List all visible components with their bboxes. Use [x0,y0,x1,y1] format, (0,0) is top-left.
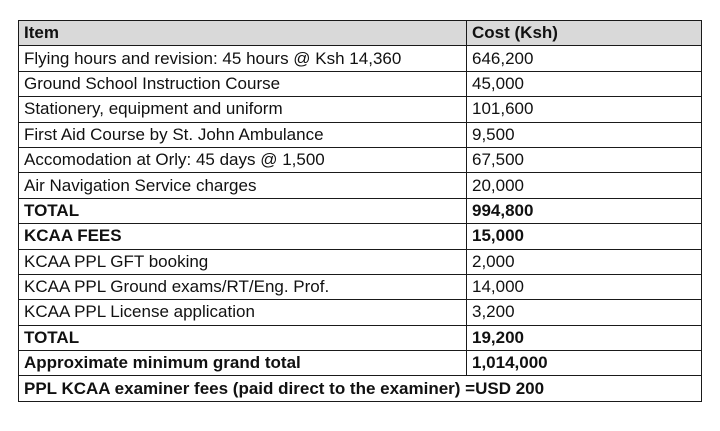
item-cell: KCAA PPL Ground exams/RT/Eng. Prof. [19,274,467,299]
item-cell: Approximate minimum grand total [19,351,467,376]
cost-cell: 15,000 [467,224,702,249]
cost-cell: 994,800 [467,198,702,223]
table-row [19,46,702,71]
item-cell: Ground School Instruction Course [19,71,467,96]
item-cell: Air Navigation Service charges [19,173,467,198]
cost-cell: 14,000 [467,274,702,299]
cost-cell: 1,014,000 [467,351,702,376]
table-header-row [19,21,702,46]
cost-cell: 2,000 [467,249,702,274]
item-cell: Accomodation at Orly: 45 days @ 1,500 [19,147,467,172]
item-cell: Flying hours and revision: 45 hours @ Ksh 14,360 [19,46,467,71]
item-cell: First Aid Course by St. John Ambulance [19,122,467,147]
cost-cell: 45,000 [467,71,702,96]
table-row [19,147,702,172]
item-cell: KCAA FEES [19,224,467,249]
item-cell: KCAA PPL GFT booking [19,249,467,274]
column-header-item: Item [19,21,467,46]
kcaa-fees-row [19,224,702,249]
examiner-fees-row [19,376,702,401]
table-row [19,122,702,147]
cost-cell: 9,500 [467,122,702,147]
item-cell: KCAA PPL License application [19,300,467,325]
table-row [19,274,702,299]
item-cell: TOTAL [19,325,467,350]
table-row [19,97,702,122]
cost-cell: 101,600 [467,97,702,122]
item-cell: Stationery, equipment and uniform [19,97,467,122]
cost-cell: 67,500 [467,147,702,172]
table-row [19,173,702,198]
table-row [19,71,702,96]
examiner-fees-note: PPL KCAA examiner fees (paid direct to the examiner) =USD 200 [19,376,702,401]
total-row [19,198,702,223]
column-header-cost: Cost (Ksh) [467,21,702,46]
grand-total-row [19,351,702,376]
table-row [19,300,702,325]
cost-cell: 3,200 [467,300,702,325]
cost-table [18,20,702,402]
cost-cell: 19,200 [467,325,702,350]
cost-cell: 646,200 [467,46,702,71]
item-cell: TOTAL [19,198,467,223]
table-row [19,249,702,274]
cost-cell: 20,000 [467,173,702,198]
total-row [19,325,702,350]
